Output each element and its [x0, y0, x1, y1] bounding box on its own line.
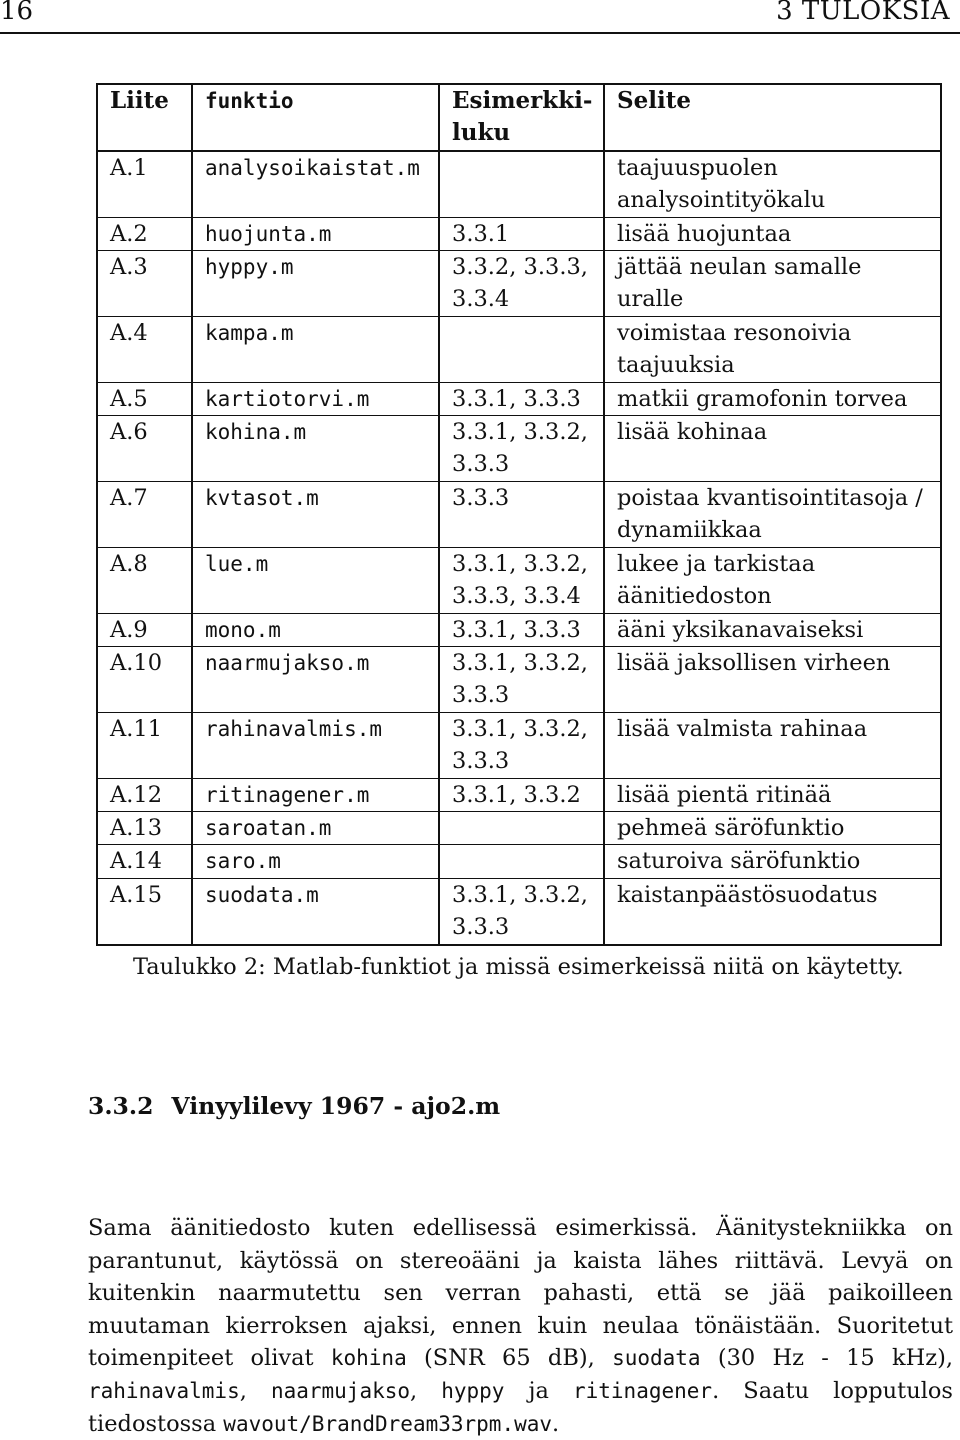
text-run: ,: [239, 1377, 271, 1404]
cell-liite: A.3: [110, 254, 148, 281]
table-row: [97, 811, 941, 844]
code-ritinagener: ritinagener: [572, 1378, 713, 1403]
cell-luku: 3.3.1, 3.3.2, 3.3.3: [439, 878, 604, 944]
cell-liite: A.6: [110, 419, 148, 446]
cell-liite: A.10: [110, 649, 163, 676]
table-row: [97, 613, 941, 646]
cell-luku: 3.3.1, 3.3.2: [439, 778, 604, 811]
cell-funktio: mono.m: [192, 613, 439, 646]
table-row: [97, 382, 941, 415]
table-row: [97, 251, 941, 317]
table-row: [97, 481, 941, 547]
cell-liite: A.1: [110, 154, 148, 181]
table-row: [97, 878, 941, 944]
cell-luku: 3.3.2, 3.3.3, 3.3.4: [439, 251, 604, 317]
cell-selite: ääni yksikanavaiseksi: [604, 613, 941, 646]
cell-selite: lisää kohinaa: [604, 416, 941, 482]
table-body: [97, 151, 941, 945]
section-heading: [88, 1092, 500, 1120]
cell-funktio: naarmujakso.m: [192, 646, 439, 712]
cell-liite: A.2: [110, 220, 148, 247]
cell-luku: [439, 811, 604, 844]
header-selite: Selite: [604, 84, 941, 151]
header-funktio: funktio: [192, 84, 439, 151]
functions-table: [96, 83, 942, 946]
cell-liite: A.8: [110, 550, 148, 577]
cell-funktio: huojunta.m: [192, 217, 439, 250]
running-head: 3 TULOKSIA: [776, 0, 950, 26]
cell-luku: 3.3.1, 3.3.2, 3.3.3, 3.3.4: [439, 547, 604, 613]
cell-selite: poistaa kvantisointitasoja / dynamiikkaa: [604, 481, 941, 547]
cell-liite: A.9: [110, 616, 148, 643]
cell-luku: 3.3.1, 3.3.2, 3.3.3: [439, 712, 604, 778]
cell-selite: pehmeä säröfunktio: [604, 811, 941, 844]
text-run: ,: [410, 1377, 442, 1404]
cell-liite: A.14: [110, 848, 163, 875]
table-row: [97, 217, 941, 250]
cell-selite: voimistaa resonoivia taajuuksia: [604, 316, 941, 382]
cell-selite: lisää valmista rahinaa: [604, 712, 941, 778]
body-paragraph: [88, 1212, 953, 1440]
table-caption: Taulukko 2: Matlab-funktiot ja missä esimerkeissä niitä on käytetty.: [133, 954, 904, 980]
table-header-row: [97, 84, 941, 151]
cell-funktio: hyppy.m: [192, 251, 439, 317]
table-row: [97, 416, 941, 482]
cell-funktio: kohina.m: [192, 416, 439, 482]
cell-selite: lukee ja tarkistaa äänitiedoston: [604, 547, 941, 613]
code-suodata: suodata: [612, 1346, 701, 1371]
cell-luku: 3.3.3: [439, 481, 604, 547]
cell-liite: A.11: [110, 715, 163, 742]
text-run: Sama äänitiedosto kuten edellisessä esimerkissä. Äänitystekniikka on parantunut, käytössä on stereoääni ja kaista lähes riittävä. Levyä on kuitenkin naarmutettu sen verran pahasti, että se jää paikoilleen muutaman kierroksen ajaksi, ennen kuin neulaa tönäistään. Suoritetut toimenpiteet olivat: [88, 1215, 953, 1372]
cell-funktio: lue.m: [192, 547, 439, 613]
cell-luku: [439, 151, 604, 217]
text-run: .: [552, 1410, 560, 1437]
cell-funktio: kampa.m: [192, 316, 439, 382]
cell-luku: [439, 316, 604, 382]
cell-funktio: kvtasot.m: [192, 481, 439, 547]
cell-selite: kaistanpäästösuodatus: [604, 878, 941, 944]
section-number: 3.3.2: [88, 1092, 154, 1120]
text-run: (30 Hz - 15 kHz),: [700, 1345, 954, 1372]
cell-luku: 3.3.1, 3.3.3: [439, 382, 604, 415]
table-row: [97, 547, 941, 613]
cell-selite: matkii gramofonin torvea: [604, 382, 941, 415]
text-run: (SNR 65 dB),: [406, 1345, 613, 1372]
cell-selite: lisää pientä ritinää: [604, 778, 941, 811]
cell-luku: 3.3.1, 3.3.2, 3.3.3: [439, 416, 604, 482]
cell-funktio: suodata.m: [192, 878, 439, 944]
text-run: . Saatu lopputulos tiedostossa: [88, 1377, 953, 1437]
section-title: Vinyylilevy 1967 - ajo2.m: [171, 1092, 501, 1120]
table-row: [97, 712, 941, 778]
code-output-file: wavout/BrandDream33rpm.wav: [223, 1411, 553, 1436]
code-hyppy: hyppy: [441, 1378, 505, 1403]
code-rahinavalmis: rahinavalmis: [88, 1378, 240, 1403]
header-rule: [0, 32, 960, 34]
cell-liite: A.15: [110, 881, 163, 908]
cell-liite: A.13: [110, 814, 163, 841]
cell-selite: jättää neulan samalle uralle: [604, 251, 941, 317]
cell-liite: A.7: [110, 484, 148, 511]
cell-selite: lisää huojuntaa: [604, 217, 941, 250]
cell-selite: saturoiva säröfunktio: [604, 845, 941, 878]
cell-luku: [439, 845, 604, 878]
cell-funktio: saro.m: [192, 845, 439, 878]
cell-liite: A.5: [110, 385, 148, 412]
text-run: ja: [504, 1377, 573, 1404]
cell-funktio: ritinagener.m: [192, 778, 439, 811]
cell-funktio: rahinavalmis.m: [192, 712, 439, 778]
page-number: 16: [0, 0, 34, 26]
cell-liite: A.4: [110, 319, 148, 346]
header-esimerkkiluku: Esimerkki- luku: [439, 84, 604, 151]
table-row: [97, 316, 941, 382]
page-header: [0, 0, 960, 32]
cell-luku: 3.3.1, 3.3.2, 3.3.3: [439, 646, 604, 712]
header-liite: Liite: [110, 87, 169, 114]
cell-liite: A.12: [110, 781, 163, 808]
table-row: [97, 845, 941, 878]
cell-selite: lisää jaksollisen virheen: [604, 646, 941, 712]
cell-selite: taajuuspuolen analysointityökalu: [604, 151, 941, 217]
cell-funktio: saroatan.m: [192, 811, 439, 844]
cell-funktio: analysoikaistat.m: [192, 151, 439, 217]
cell-funktio: kartiotorvi.m: [192, 382, 439, 415]
table-row: [97, 778, 941, 811]
table-row: [97, 151, 941, 217]
table-row: [97, 646, 941, 712]
code-naarmujakso: naarmujakso: [270, 1378, 411, 1403]
cell-luku: 3.3.1: [439, 217, 604, 250]
code-kohina: kohina: [330, 1346, 407, 1371]
cell-luku: 3.3.1, 3.3.3: [439, 613, 604, 646]
